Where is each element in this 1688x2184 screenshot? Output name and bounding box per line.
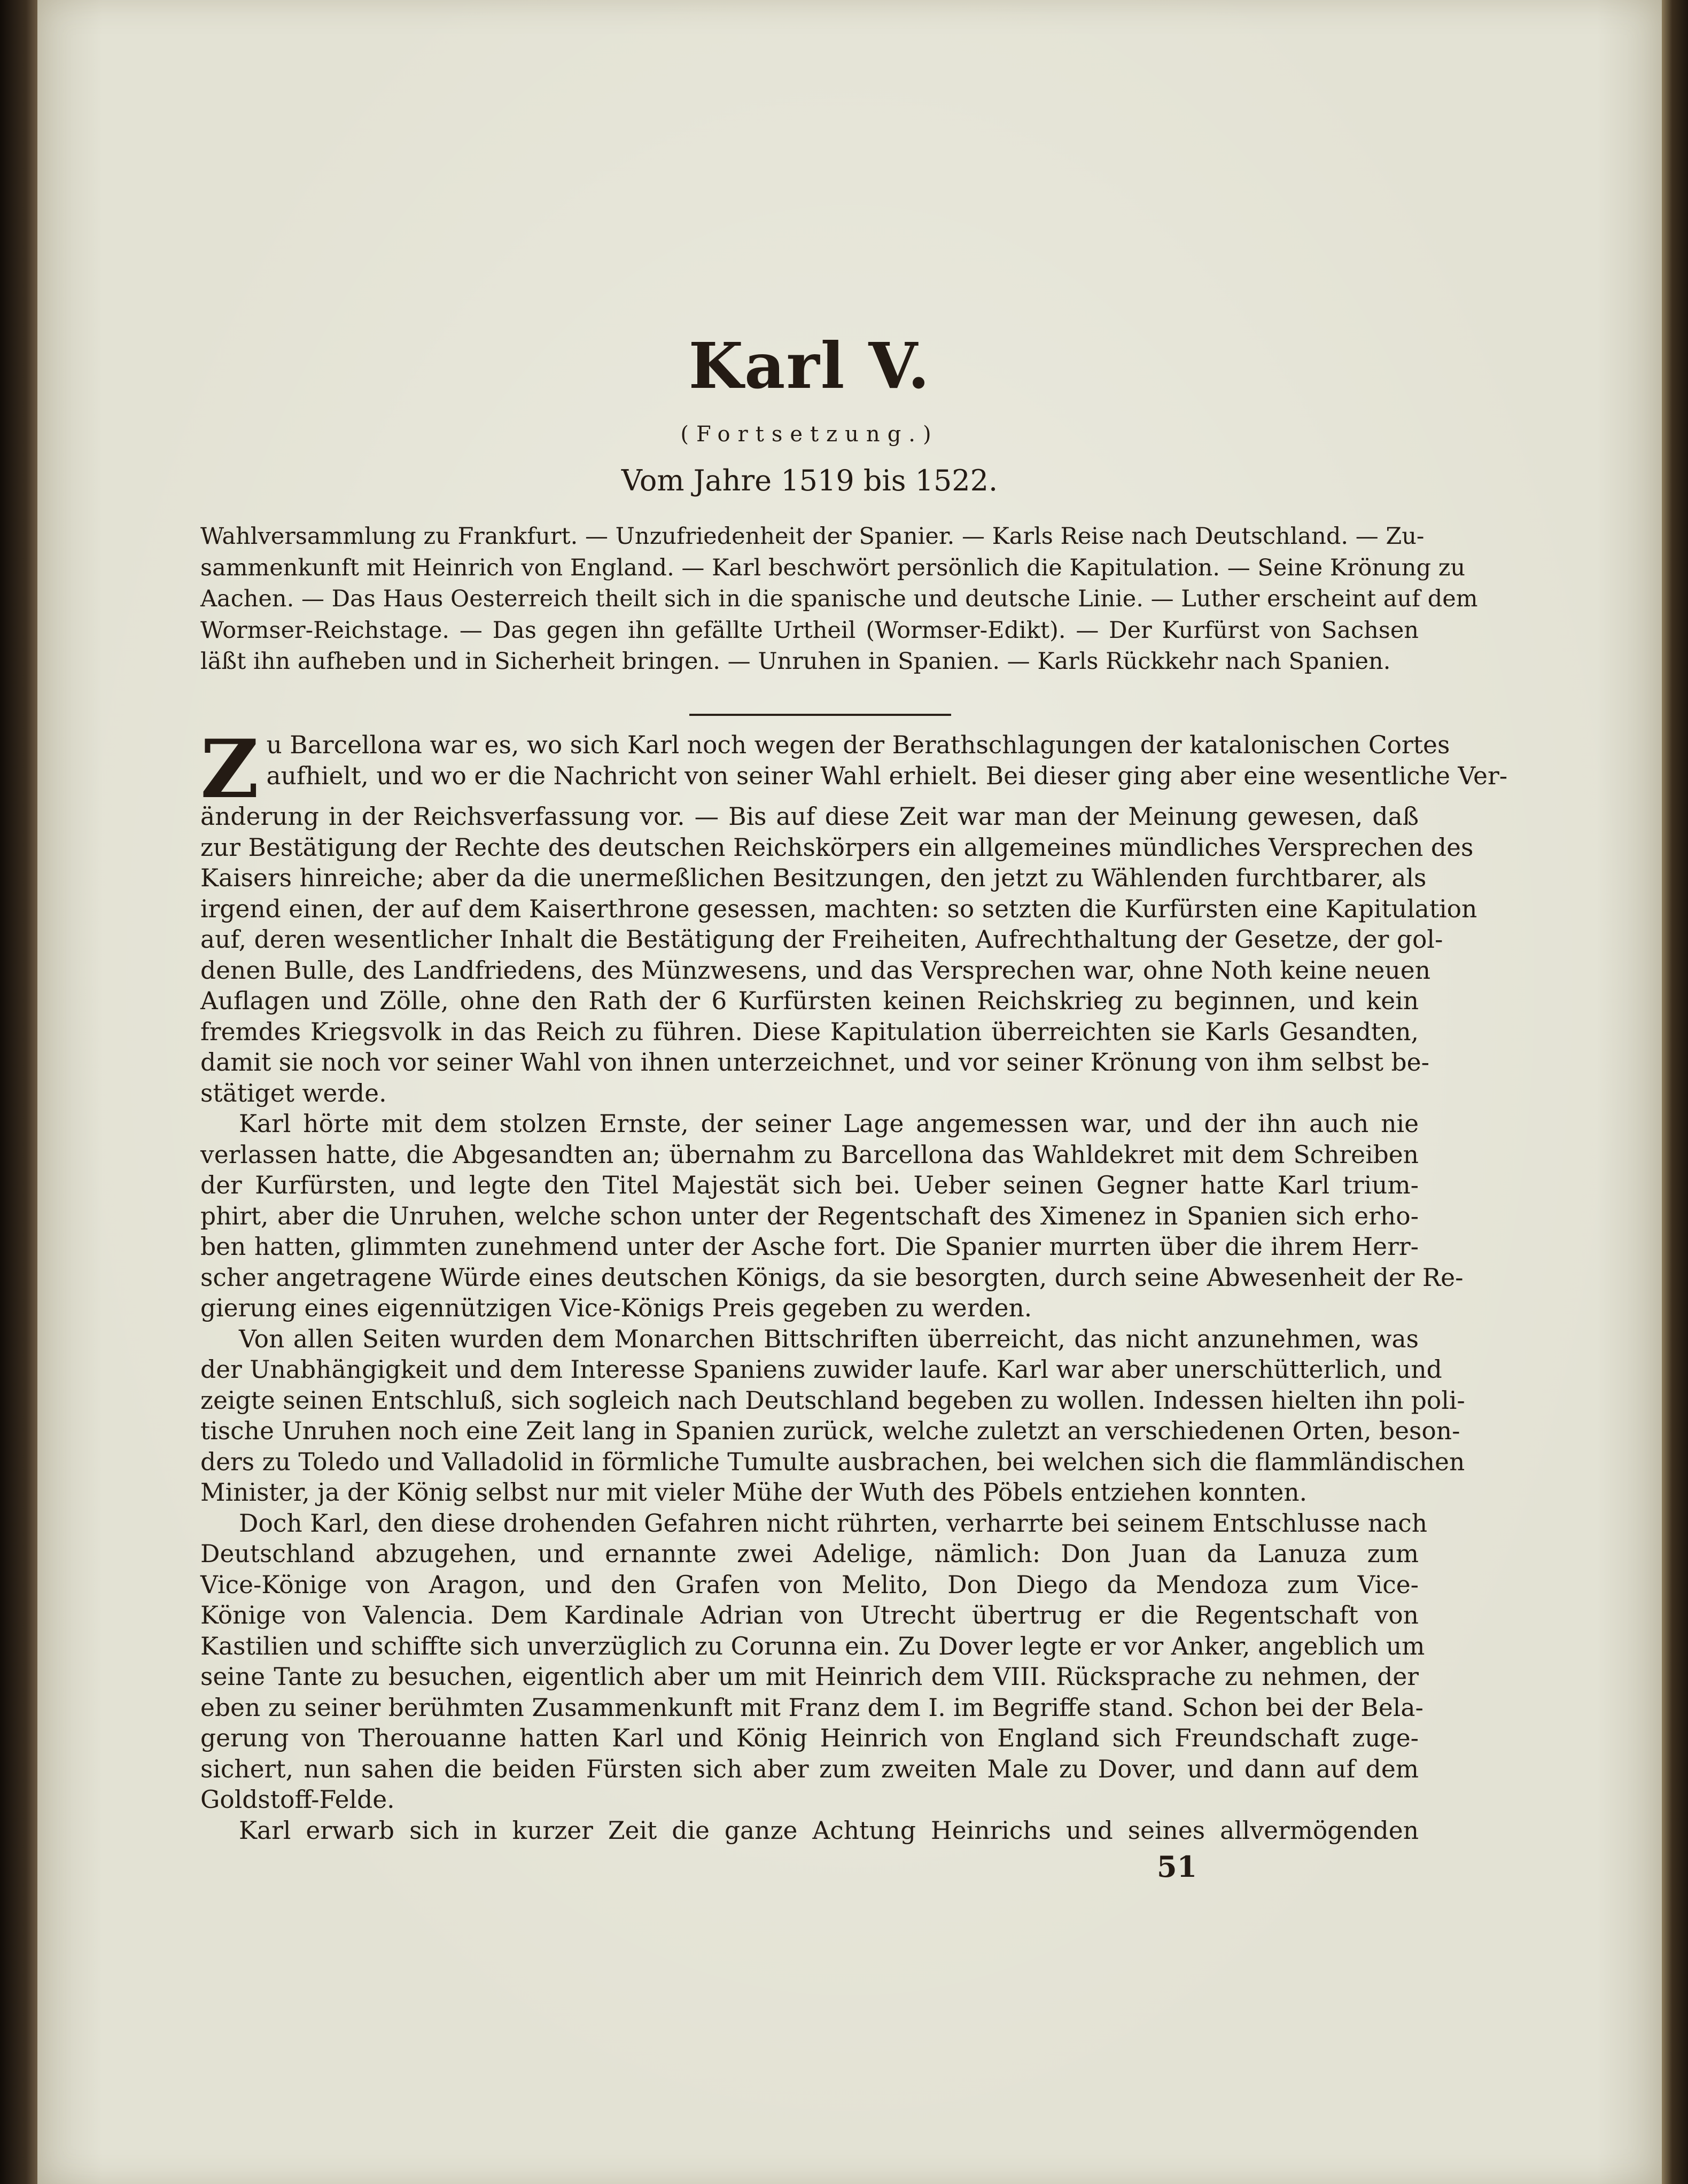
body-line: Deutschland abzugehen, und ernannte zwei Adelige, nämlich: Don Juan da Lanuza zum [200,1540,1419,1568]
body-line: zur Bestätigung der Rechte des deutschen Reichskörpers ein allgemeines mündliches Versprechen des [200,833,1474,862]
body-line: Karl hörte mit dem stolzen Ernste, der seiner Lage angemessen war, und der ihn auch nie [239,1110,1419,1138]
body-line: änderung in der Reichsverfassung vor. — Bis auf diese Zeit war man der Meinung gewesen, daß [200,802,1419,831]
body-line: Kaisers hinreiche; aber da die unermeßlichen Besitzungen, den jetzt zu Wählenden furchtbarer, als [200,864,1427,892]
page-content [200,0,1508,2184]
chapter-title: Karl V. [688,329,931,403]
book-page [37,0,1662,2184]
body-line: Kastilien und schiffte sich unverzüglich zu Corunna ein. Zu Dover legte er vor Anker, angeblich um [200,1632,1425,1660]
summary-line: läßt ihn aufheben und in Sicherheit bringen. — Unruhen in Spanien. — Karls Rückkehr nach Spanien. [200,648,1391,675]
chapter-years: Vom Jahre 1519 bis 1522. [621,464,998,497]
chapter-subtitle: (Fortsetzung.) [680,422,939,447]
section-divider [689,714,951,716]
body-line: der Kurfürsten, und legte den Titel Majestät sich bei. Ueber seinen Gegner hatte Karl trium- [200,1171,1419,1199]
body-line: gierung eines eigennützigen Vice-Königs Preis gegeben zu werden. [200,1294,1032,1322]
body-line: stätiget werde. [200,1079,387,1107]
body-line: Goldstoff-Felde. [200,1785,395,1814]
book-spine [0,0,37,2184]
body-line: Doch Karl, den diese drohenden Gefahren nicht rührten, verharrte bei seinem Entschlusse nach [239,1509,1428,1538]
body-text [200,722,1508,1846]
body-line: Karl erwarb sich in kurzer Zeit die ganze Achtung Heinrichs und seines allvermögenden [239,1816,1419,1845]
body-line: Minister, ja der König selbst nur mit vieler Mühe der Wuth des Pöbels entziehen konnten. [200,1478,1308,1507]
body-line: damit sie noch vor seiner Wahl von ihnen unterzeichnet, und vor seiner Krönung von ihm selbst be- [200,1048,1429,1077]
summary-line: Wahlversammlung zu Frankfurt. — Unzufriedenheit der Spanier. — Karls Reise nach Deutschland. — Zu- [200,523,1425,550]
body-line: eben zu seiner berühmten Zusammenkunft mit Franz dem I. im Begriffe stand. Schon bei der Bela- [200,1693,1423,1722]
body-line: Von allen Seiten wurden dem Monarchen Bittschriften überreicht, das nicht anzunehmen, was [239,1324,1419,1353]
body-line: Könige von Valencia. Dem Kardinale Adrian von Utrecht übertrug er die Regentschaft von [200,1601,1419,1629]
body-line: ders zu Toledo und Valladolid in förmliche Tumulte ausbrachen, bei welchen sich die flammländischen [200,1447,1465,1476]
body-line: Vice-Könige von Aragon, und den Grafen von Melito, Don Diego da Mendoza zum Vice- [200,1570,1419,1599]
body-line: u Barcellona war es, wo sich Karl noch wegen der Berathschlagungen der katalonischen Cortes [266,731,1450,759]
body-line: seine Tante zu besuchen, eigentlich aber um mit Heinrich dem VIII. Rücksprache zu nehmen, der [200,1663,1419,1691]
body-line: verlassen hatte, die Abgesandten an; übernahm zu Barcellona das Wahldekret mit dem Schreiben [200,1140,1419,1169]
summary-line: sammenkunft mit Heinrich von England. — Karl beschwört persönlich die Kapitulation. — Seine Krönung zu [200,554,1466,581]
body-line: irgend einen, der auf dem Kaiserthrone gesessen, machten: so setzten die Kurfürsten eine Kapitulation [200,894,1477,923]
summary-line: Wormser-Reichstage. — Das gegen ihn gefällte Urtheil (Wormser-Edikt). — Der Kurfürst von Sachsen [200,617,1419,644]
body-line: aufhielt, und wo er die Nachricht von seiner Wahl erhielt. Bei dieser ging aber eine wesentliche Ver- [266,761,1508,790]
body-line: phirt, aber die Unruhen, welche schon unter der Regentschaft des Ximenez in Spanien sich erho- [200,1202,1419,1230]
body-line: tische Unruhen noch eine Zeit lang in Spanien zurück, welche zuletzt an verschiedenen Orten, beson- [200,1417,1460,1445]
body-line: zeigte seinen Entschluß, sich sogleich nach Deutschland begeben zu wollen. Indessen hielten ihn poli- [200,1386,1465,1415]
summary-line: Aachen. — Das Haus Oesterreich theilt sich in die spanische und deutsche Linie. — Luther erscheint auf dem [200,586,1478,612]
body-line: auf, deren wesentlicher Inhalt die Bestätigung der Freiheiten, Aufrechthaltung der Gesetze, der gol- [200,925,1443,954]
body-line: Auflagen und Zölle, ohne den Rath der 6 Kurfürsten keinen Reichskrieg zu beginnen, und kein [200,987,1419,1015]
page-number: 51 [1157,1850,1197,1884]
body-line: ben hatten, glimmten zunehmend unter der Asche fort. Die Spanier murrten über die ihrem Herr- [200,1233,1419,1261]
chapter-summary [200,521,1478,677]
body-line: denen Bulle, des Landfriedens, des Münzwesens, und das Versprechen war, ohne Noth keine neuen [200,956,1431,985]
body-line: fremdes Kriegsvolk in das Reich zu führen. Diese Kapitulation überreichten sie Karls Gesandten, [200,1017,1419,1046]
body-line: sichert, nun sahen die beiden Fürsten sich aber zum zweiten Male zu Dover, und dann auf dem [200,1754,1419,1783]
body-line: der Unabhängigkeit und dem Interesse Spaniens zuwider laufe. Karl war aber unerschütterlich, und [200,1355,1442,1384]
page-edge [1662,0,1688,2184]
drop-cap: Z [200,722,259,816]
body-line: scher angetragene Würde eines deutschen Königs, da sie besorgten, durch seine Abwesenheit der Re- [200,1263,1464,1292]
body-line: gerung von Therouanne hatten Karl und König Heinrich von England sich Freundschaft zuge- [200,1724,1419,1752]
